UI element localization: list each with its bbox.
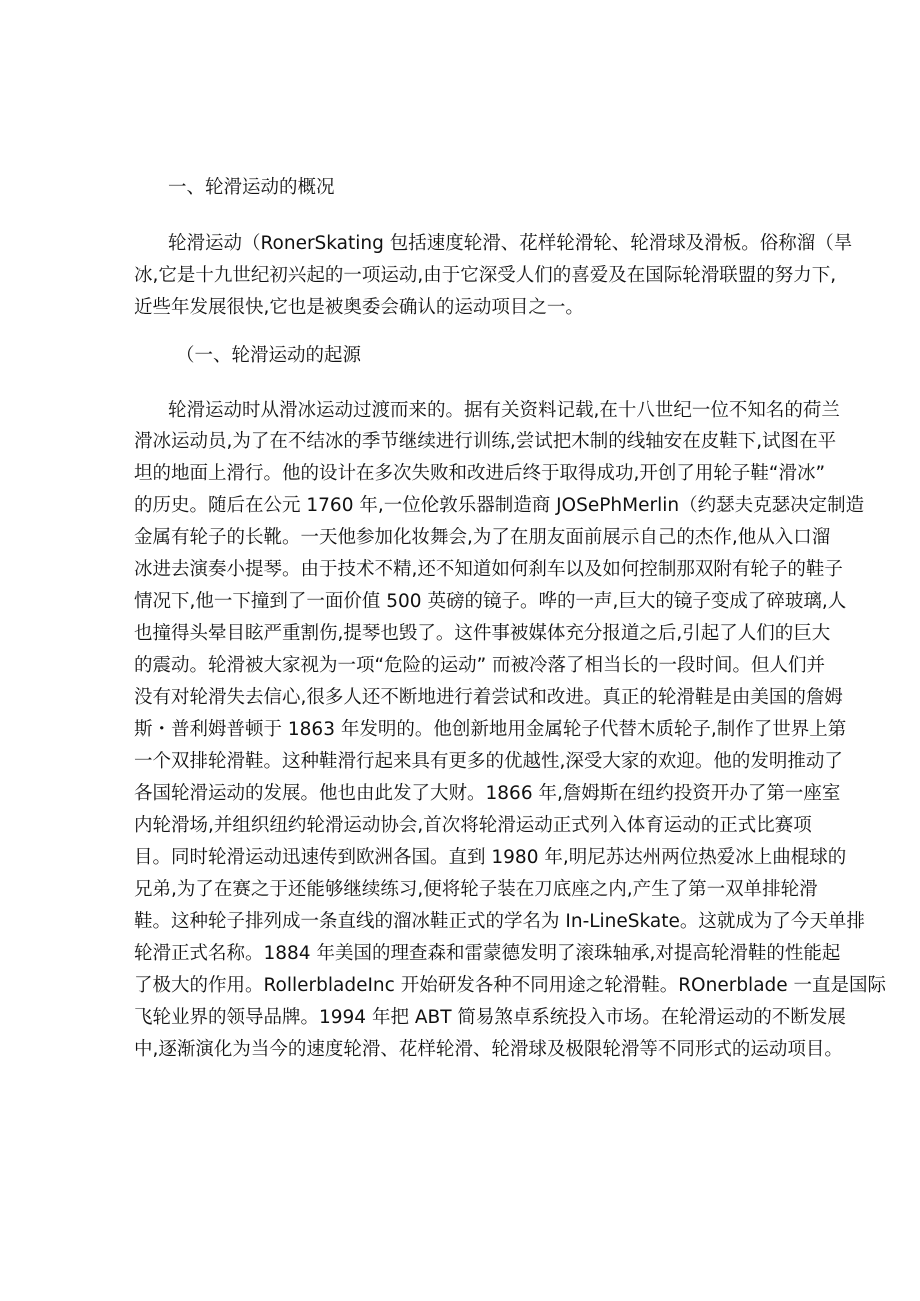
body-line-4: 的历史。随后在公元 1760 年,一位伦敦乐器制造商 JOSePhMerlin（约瑟夫克瑟决定制造 — [134, 495, 865, 516]
body-line-18: 轮滑正式名称。1884 年美国的理查森和雷蒙德发明了滚珠轴承,对提高轮滑鞋的性能起 — [134, 943, 841, 964]
body-line-1: 轮滑运动时从滑冰运动过渡而来的。据有关资料记载,在十八世纪一位不知名的荷兰 — [168, 400, 840, 421]
subsection-heading: （一、轮滑运动的起源 — [176, 345, 362, 366]
body-line-5: 金属有轮子的长靴。一天他参加化妆舞会,为了在朋友面前展示自己的杰作,他从入口溜 — [134, 527, 831, 548]
body-line-13: 各国轮滑运动的发展。他也由此发了大财。1866 年,詹姆斯在纽约投资开办了第一座室 — [134, 783, 841, 804]
body-line-12: 一个双排轮滑鞋。这种鞋滑行起来具有更多的优越性,深受大家的欢迎。他的发明推动了 — [134, 751, 843, 772]
body-line-21: 中,逐渐演化为当今的速度轮滑、花样轮滑、轮滑球及极限轮滑等不同形式的运动项目。 — [134, 1039, 843, 1060]
body-line-10: 没有对轮滑失去信心,很多人还不断地进行着尝试和改进。真正的轮滑鞋是由美国的詹姆 — [134, 687, 843, 708]
body-line-17: 鞋。这种轮子排列成一条直线的溜冰鞋正式的学名为 In-LineSkate。这就成为了今天单排 — [134, 911, 865, 932]
body-line-7: 情况下,他一下撞到了一面价值 500 英磅的镜子。哗的一声,巨大的镜子变成了碎玻璃,人 — [134, 591, 847, 612]
body-line-16: 兄弟,为了在赛之于还能够继续练习,便将轮子装在刀底座之内,产生了第一双单排轮滑 — [134, 879, 818, 900]
body-line-15: 目。同时轮滑运动迅速传到欧洲各国。直到 1980 年,明尼苏达州两位热爱冰上曲棍球的 — [134, 847, 847, 868]
body-line-14: 内轮滑场,并组织纽约轮滑运动协会,首次将轮滑运动正式列入体育运动的正式比赛项 — [134, 815, 812, 836]
intro-line-2: 冰,它是十九世纪初兴起的一项运动,由于它深受人们的喜爱及在国际轮滑联盟的努力下, — [134, 265, 837, 286]
intro-line-1: 轮滑运动（RonerSkating 包括速度轮滑、花样轮滑轮、轮滑球及滑板。俗称溜（旱 — [168, 233, 853, 254]
body-line-9: 的震动。轮滑被大家视为一项“危险的运动” 而被冷落了相当长的一段时间。但人们并 — [134, 655, 826, 676]
body-line-20: 飞轮业界的领导品牌。1994 年把 ABT 简易煞卓系统投入市场。在轮滑运动的不断发展 — [134, 1007, 846, 1028]
intro-line-3: 近些年发展很快,它也是被奥委会确认的运动项目之一。 — [134, 297, 584, 318]
body-line-2: 滑冰运动员,为了在不结冰的季节继续进行训练,尝试把木制的线轴安在皮鞋下,试图在平 — [134, 431, 837, 452]
body-line-6: 冰进去演奏小提琴。由于技术不精,还不知道如何刹车以及如何控制那双附有轮子的鞋子 — [134, 559, 843, 580]
body-line-8: 也撞得头晕目眩严重割伤,提琴也毁了。这件事被媒体充分报道之后,引起了人们的巨大 — [134, 623, 831, 644]
body-line-19: 了极大的作用。RollerbladeInc 开始研发各种不同用途之轮滑鞋。ROnerblade 一直是国际 — [134, 975, 887, 996]
body-line-3: 坦的地面上滑行。他的设计在多次失败和改进后终于取得成功,开创了用轮子鞋“滑冰” — [134, 463, 826, 484]
section-heading: 一、轮滑运动的概况 — [168, 177, 335, 198]
body-line-11: 斯・普利姆普顿于 1863 年发明的。他创新地用金属轮子代替木质轮子,制作了世界上第 — [134, 719, 847, 740]
